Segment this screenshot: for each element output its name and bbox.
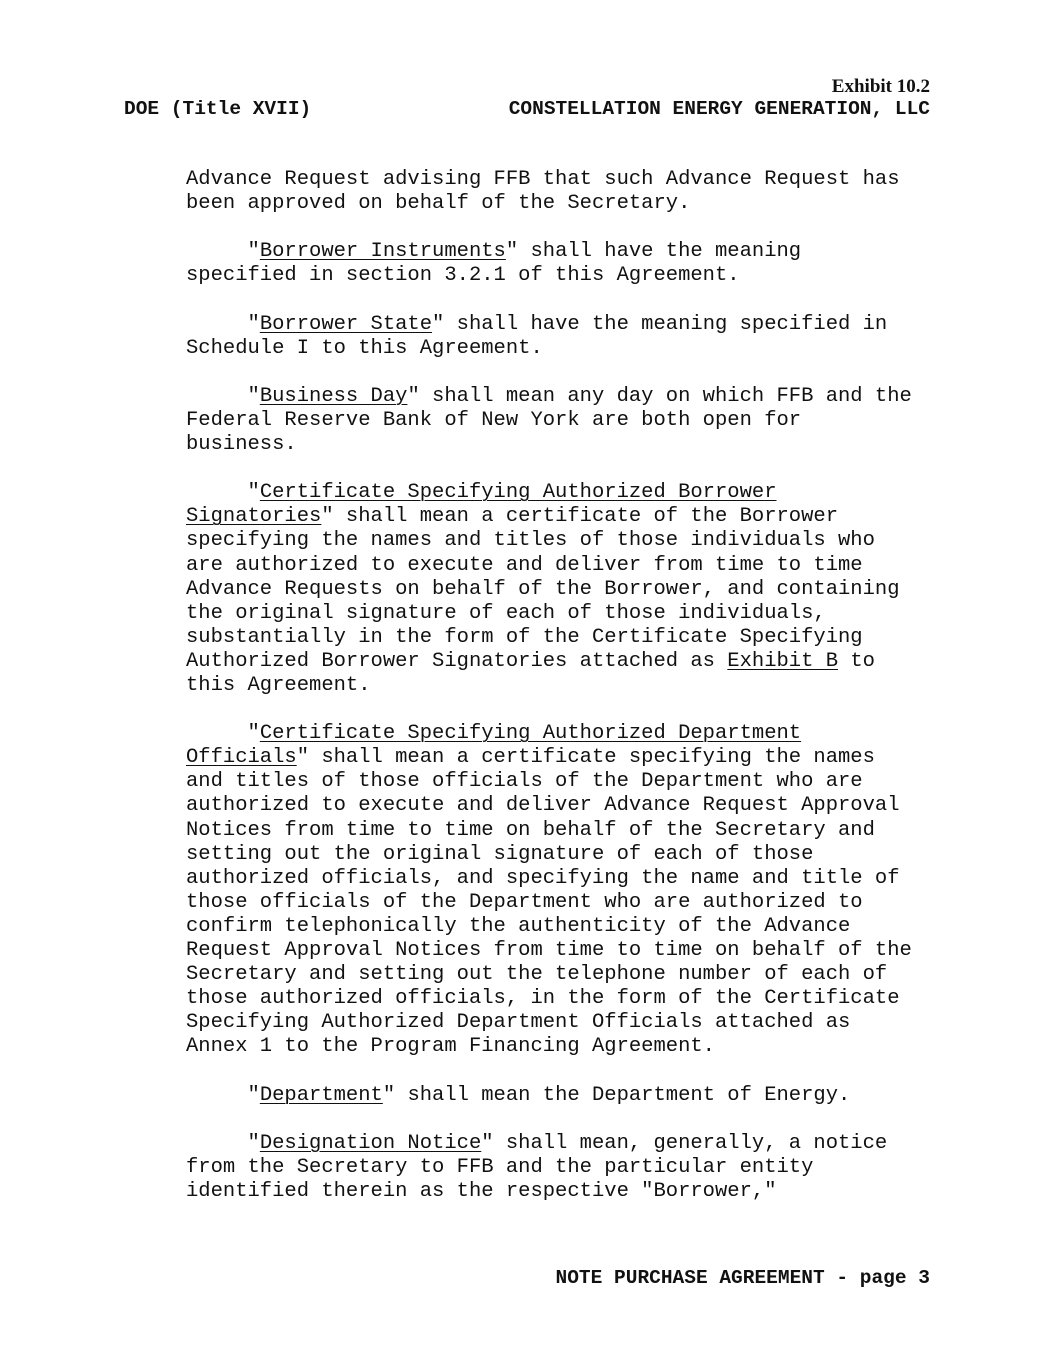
quote-indent: ": [186, 384, 260, 408]
text-line: " shall mean a certificate specifying the names: [296, 746, 875, 770]
text-line: authorized officials, and specifying the name and title of: [186, 866, 900, 890]
quote-indent: ": [186, 1083, 260, 1107]
text-line: and titles of those officials of the Department who are: [186, 770, 863, 794]
text-line: Schedule I to this Agreement.: [186, 336, 543, 360]
text-line: substantially in the form of the Certificate Specifying: [186, 625, 863, 649]
quote-indent: ": [186, 240, 260, 264]
definition-certificate-borrower-signatories: [186, 481, 946, 698]
text-line: Advance Requests on behalf of the Borrower, and containing: [186, 577, 900, 601]
definition-borrower-instruments: [186, 240, 946, 288]
defined-term: Signatories: [186, 505, 322, 529]
text-line: this Agreement.: [186, 673, 371, 697]
text-line: business.: [186, 433, 297, 457]
quote-indent: ": [186, 722, 260, 746]
defined-term: Department: [259, 1083, 383, 1107]
text-line: Specifying Authorized Department Officials attached as: [186, 1011, 851, 1035]
header-left-title: DOE (Title XVII): [124, 98, 312, 120]
exhibit-b-reference: Exhibit B: [727, 649, 839, 673]
text-line: Secretary and setting out the telephone number of each of: [186, 963, 888, 987]
definition-borrower-state: [186, 313, 946, 361]
text-line: specified in section 3.2.1 of this Agreement.: [186, 264, 740, 288]
quote-indent: ": [186, 1131, 260, 1155]
quote-indent: ": [186, 312, 260, 336]
text-line: identified therein as the respective "Borrower,": [186, 1179, 777, 1203]
text-line: " shall mean a certificate of the Borrower: [321, 505, 839, 529]
defined-term: Business Day: [259, 384, 408, 408]
defined-term: Borrower Instruments: [259, 240, 506, 264]
page-footer: NOTE PURCHASE AGREEMENT - page 3: [555, 1267, 930, 1289]
document-body: [186, 168, 946, 1228]
defined-term: Officials: [186, 746, 297, 770]
definition-designation-notice: [186, 1132, 946, 1204]
text-line: Federal Reserve Bank of New York are both open for: [186, 408, 802, 432]
text-line: Annex 1 to the Program Financing Agreement.: [186, 1035, 715, 1059]
header-right-title: CONSTELLATION ENERGY GENERATION, LLC: [508, 98, 930, 120]
text-line: Request Approval Notices from time to time on behalf of the: [186, 939, 912, 962]
text-line: Advance Request advising FFB that such Advance Request has: [186, 168, 900, 191]
definition-certificate-department-officials: [186, 722, 946, 1059]
text-line: the original signature of each of those individuals,: [186, 601, 826, 625]
definition-department: [186, 1084, 946, 1108]
exhibit-label: Exhibit 10.2: [831, 76, 930, 97]
defined-term: Borrower State: [259, 312, 433, 336]
text-line: those authorized officials, in the form of the Certificate: [186, 987, 900, 1011]
definition-business-day: [186, 385, 946, 457]
text-line: from the Secretary to FFB and the particular entity: [186, 1155, 814, 1179]
text-line: specifying the names and titles of those individuals who: [186, 529, 875, 553]
quote-indent: ": [186, 481, 260, 505]
defined-term: Designation Notice: [259, 1131, 482, 1155]
text-line: to: [838, 649, 875, 673]
text-line: setting out the original signature of each of those: [186, 842, 814, 866]
text-line: " shall have the meaning: [505, 240, 802, 264]
text-line: Authorized Borrower Signatories attached as: [186, 649, 728, 673]
text-line: confirm telephonically the authenticity of the Advance: [186, 914, 851, 938]
text-line: Notices from time to time on behalf of the Secretary and: [186, 818, 875, 842]
defined-term: Certificate Specifying Authorized Department: [259, 722, 802, 746]
paragraph-advance-request-continued: [186, 168, 946, 216]
text-line: been approved on behalf of the Secretary.: [186, 192, 691, 216]
text-line: " shall have the meaning specified in: [432, 312, 888, 336]
text-line: those officials of the Department who are authorized to: [186, 890, 863, 914]
defined-term: Certificate Specifying Authorized Borrower: [259, 481, 777, 505]
text-line: are authorized to execute and deliver from time to time: [186, 553, 863, 577]
text-line: " shall mean the Department of Energy.: [382, 1083, 851, 1107]
text-line: authorized to execute and deliver Advance Request Approval: [186, 794, 900, 818]
text-line: " shall mean, generally, a notice: [481, 1131, 888, 1155]
text-line: " shall mean any day on which FFB and the: [407, 384, 912, 408]
